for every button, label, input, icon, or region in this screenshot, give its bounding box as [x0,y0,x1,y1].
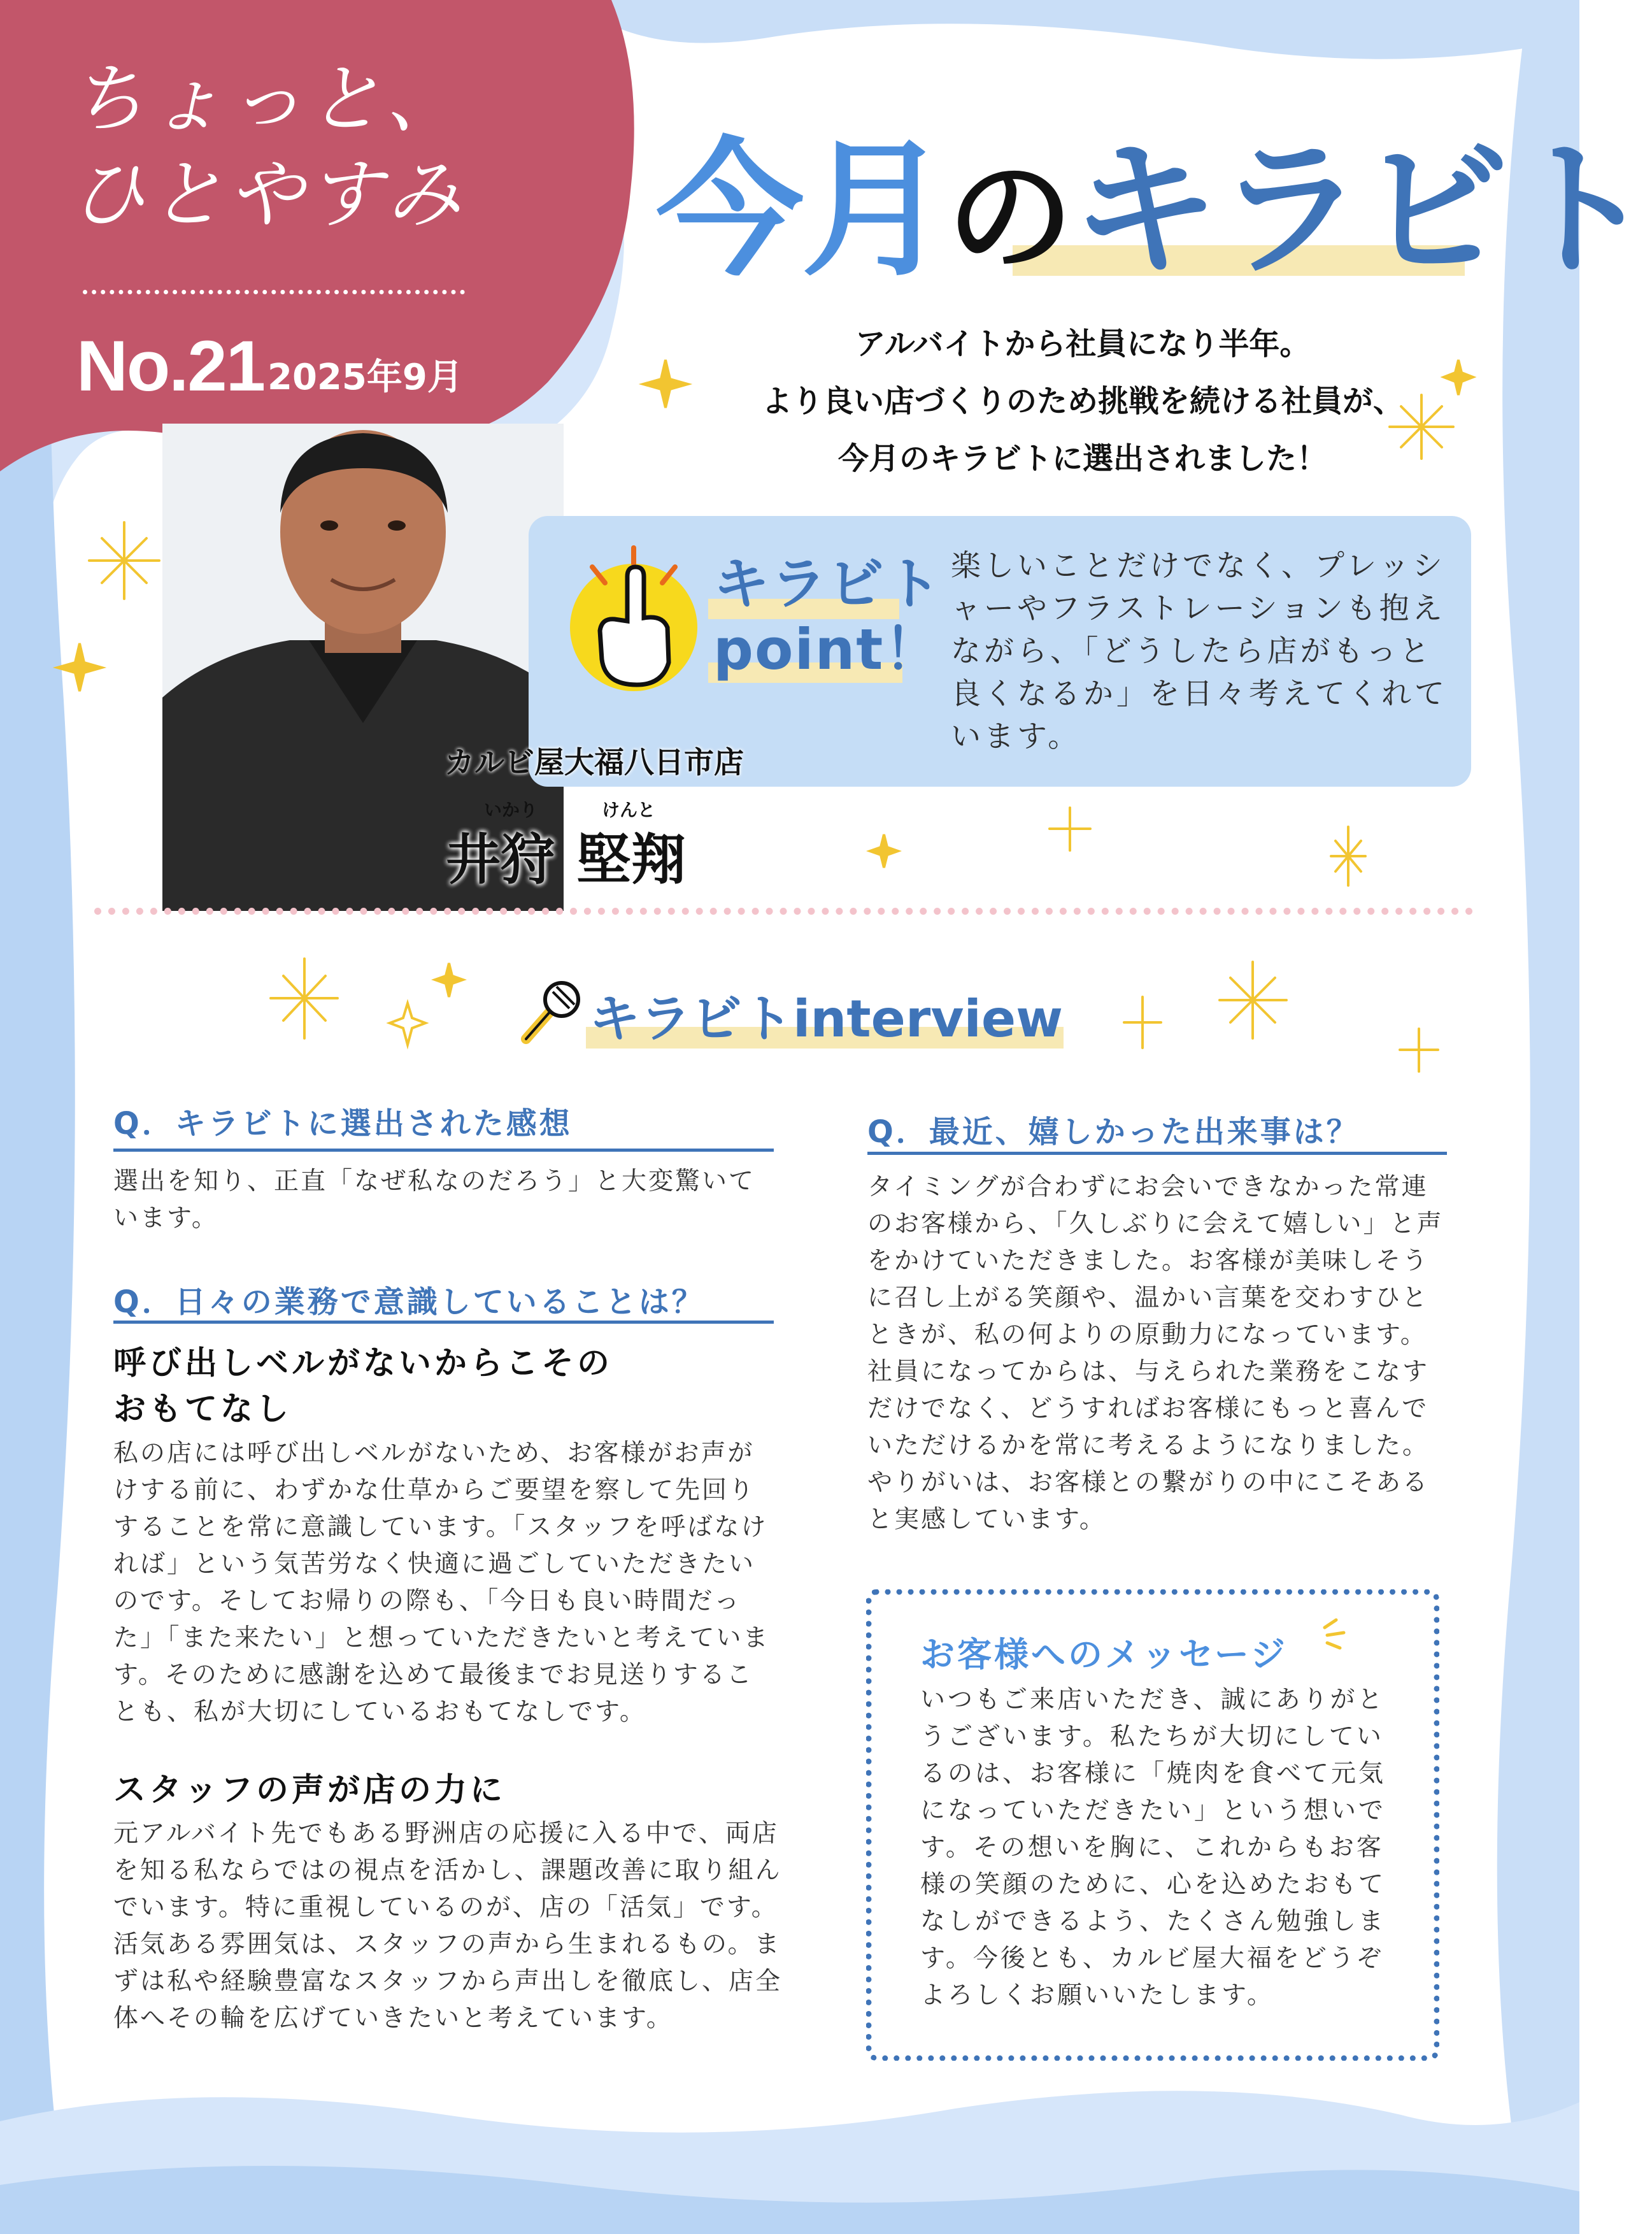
title-part-3: キラビト [1071,124,1652,296]
sparkle-icon [89,522,159,599]
sparkle-icon [1318,1615,1356,1653]
series-title: ちょっと、 ひとやすみ [70,55,466,238]
question-3: Q．最近、嬉しかった出来事は？ [867,1114,1360,1150]
sparkle-icon [643,360,688,408]
answer-2-heading-2: スタッフの声が店の力に [113,1772,506,1809]
employee-surname: 井狩 [446,828,555,892]
title-part-2: の [946,143,1072,292]
point-title: キラビト [713,551,943,617]
intro-text: アルバイトから社員になり半年。 より良い店づくりのため挑戦を続ける社員が、 今月のキラビトに選出されました！ [761,326,1404,476]
pointing-hand-icon [567,541,701,694]
question-underline [113,1149,774,1152]
message-text: いつもご来店いただき、誠にありがとうございます。私たちが大切にしているのは、お客様に「焼肉を食べて元気になっていただきたい」という想いです。その想いを胸に、これからもお客様の笑顔のために、心を込めたおもてなしができるよう、たくさん勉強します。今後とも、カルビ屋大福をどうぞよろしくお願いいたします。 [920,1686,1386,2010]
sparkle-icon [390,1003,425,1045]
message-title: お客様へのメッセージ [920,1635,1288,1675]
surname-ruby: いかり [484,799,538,820]
sparkle-icon [271,959,338,1038]
answer-2-heading-1: 呼び出しベルがないからこその おもてなし [113,1345,613,1428]
sparkle-icon [1331,827,1365,885]
sparkle-icon [870,834,898,868]
sparkle-icon [57,643,102,691]
section-divider [94,908,1473,915]
answer-2-body-2: 元アルバイト先でもある野洲店の応援に入る中で、両店を知る私ならではの視点を活かし、課題改善に取り組んでいます。特に重視しているのが、店の「活気」です。活気ある雰囲気は、スタッフの声から生まれるもの。まずは私や経験豊富なスタッフから声出しを徹底し、店全体へその輪を広げていきたいと考えています。 [113,1819,783,2033]
sparkle-icon [1400,1029,1438,1071]
title-part-1: 今月 [656,124,947,296]
given-name-ruby: けんと [602,799,656,820]
issue-number: No.21 [76,326,264,406]
sparkle-icon [1390,395,1453,459]
answer-3: タイミングが合わずにお会いできなかった常連のお客様から、「久しぶりに会えて嬉しい」と声をかけていただきました。お客様が美味しそうに召し上がる笑顔や、温かい言葉を交わすひとときが、私の何よりの原動力になっています。社員になってからは、与えられた業務をこなすだけでなく、どうすればお客様にもっと喜んでいただけるかを常に考えるようになりました。やりがいは、お客様との繋がりの中にこそあると実感しています。 [867,1173,1444,1534]
point-subtitle: point！ [713,617,942,682]
store-name: カルビ屋大福八日市店 [445,745,744,780]
answer-2-body-1: 私の店には呼び出しベルがないため、お客様がお声がけする前に、わずかな仕草からご要望を察して先回りすることを常に意識しています。「スタッフを呼ばなければ」という気苦労なく快適に過ごしていただきたいのです。そしてお帰りの際も、「今日も良い時間だった」「また来たい」と想っていただきたいと考えています。そのために感謝を込めて最後までお見送りすることも、私が大切にしているおもてなしです。 [113,1439,770,1726]
sparkle-icon [1444,360,1473,395]
issue-date: 2025年9月 [267,357,463,398]
interview-title: キラビトinterview [589,989,1064,1049]
point-text: 楽しいことだけでなく、プレッシャーやフラストレーションも抱えながら、「どうしたら店がもっと良くなるか」を日々考えてくれています。 [951,548,1448,754]
question-1: Q．キラビトに選出された感想 [113,1106,573,1142]
sparkle-icon [435,963,463,997]
question-2: Q．日々の業務で意識していることは？ [113,1284,705,1320]
question-underline [113,1321,774,1324]
sparkle-icon [1124,997,1161,1048]
answer-1: 選出を知り、正直「なぜ私なのだろう」と大変驚いています。 [113,1167,756,1233]
employee-given-name: 堅翔 [576,828,686,892]
sparkle-icon [1050,808,1090,850]
sparkle-icon [1220,962,1286,1038]
question-underline [867,1152,1447,1155]
microphone-icon [515,978,585,1048]
